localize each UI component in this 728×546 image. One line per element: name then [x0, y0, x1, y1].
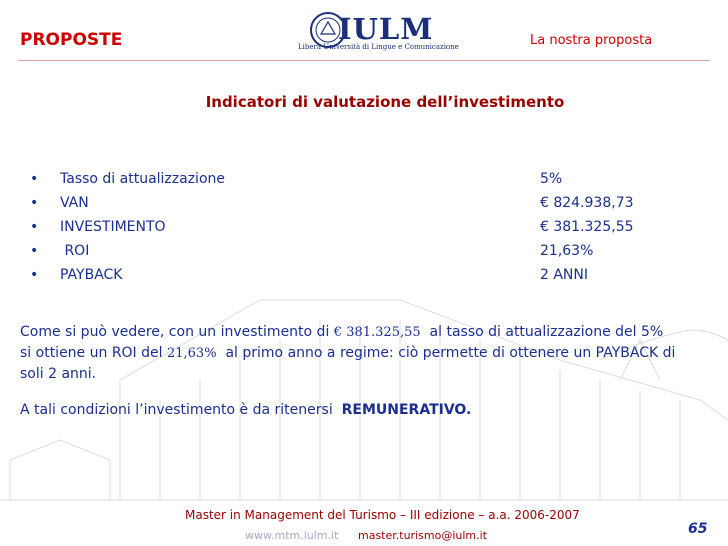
slide-section-title: PROPOSTE	[20, 30, 123, 50]
summary-text: al tasso di attualizzazione del 5%	[420, 324, 664, 340]
investment-value: € 381.325,55	[333, 325, 421, 340]
summary-text: soli 2 anni.	[20, 366, 97, 382]
footer-email-link[interactable]: master.turismo@iulm.it	[358, 529, 487, 542]
indicator-value: € 824.938,73	[540, 195, 634, 211]
summary-text: al primo anno a regime: ciò permette di ottenere un PAYBACK di	[216, 345, 676, 361]
conclusion-text: A tali condizioni l’investimento è da ritenersi	[20, 402, 342, 418]
summary-paragraph	[20, 322, 710, 385]
bullet-icon: •	[30, 243, 39, 259]
indicator-value: 5%	[540, 171, 563, 187]
conclusion-emphasis: REMUNERATIVO.	[341, 402, 472, 418]
indicator-value: 2 ANNI	[540, 267, 589, 283]
header-right-label: La nostra proposta	[530, 33, 653, 48]
slide-subtitle: Indicatori di valutazione dell’investimento	[205, 93, 565, 111]
footer-website-link[interactable]: www.mtm.iulm.it	[245, 529, 339, 542]
summary-line-1	[20, 322, 710, 343]
university-logo-text: IULM	[338, 12, 434, 46]
summary-line-3	[20, 364, 710, 385]
indicator-label: VAN	[60, 195, 89, 211]
indicator-value: 21,63%	[540, 243, 594, 259]
roi-value: 21,63%	[166, 346, 217, 361]
summary-line-2	[20, 343, 710, 364]
indicator-label: Tasso di attualizzazione	[60, 171, 225, 187]
university-logo-subtitle: Libera Università di Lingue e Comunicazione	[298, 43, 459, 51]
bullet-icon: •	[30, 219, 39, 235]
bullet-icon: •	[30, 171, 39, 187]
indicator-label: INVESTIMENTO	[60, 219, 166, 235]
header-divider	[18, 60, 710, 61]
summary-text: si ottiene un ROI del	[20, 345, 167, 361]
conclusion-paragraph	[20, 400, 710, 421]
bullet-icon: •	[30, 195, 39, 211]
page-number: 65	[688, 521, 708, 537]
indicator-value: € 381.325,55	[540, 219, 634, 235]
summary-text: Come si può vedere, con un investimento di	[20, 324, 334, 340]
indicator-label: ROI	[60, 243, 90, 259]
indicator-label: PAYBACK	[60, 267, 123, 283]
bullet-icon: •	[30, 267, 39, 283]
footer-course-label: Master in Management del Turismo – III edizione – a.a. 2006-2007	[185, 508, 580, 522]
